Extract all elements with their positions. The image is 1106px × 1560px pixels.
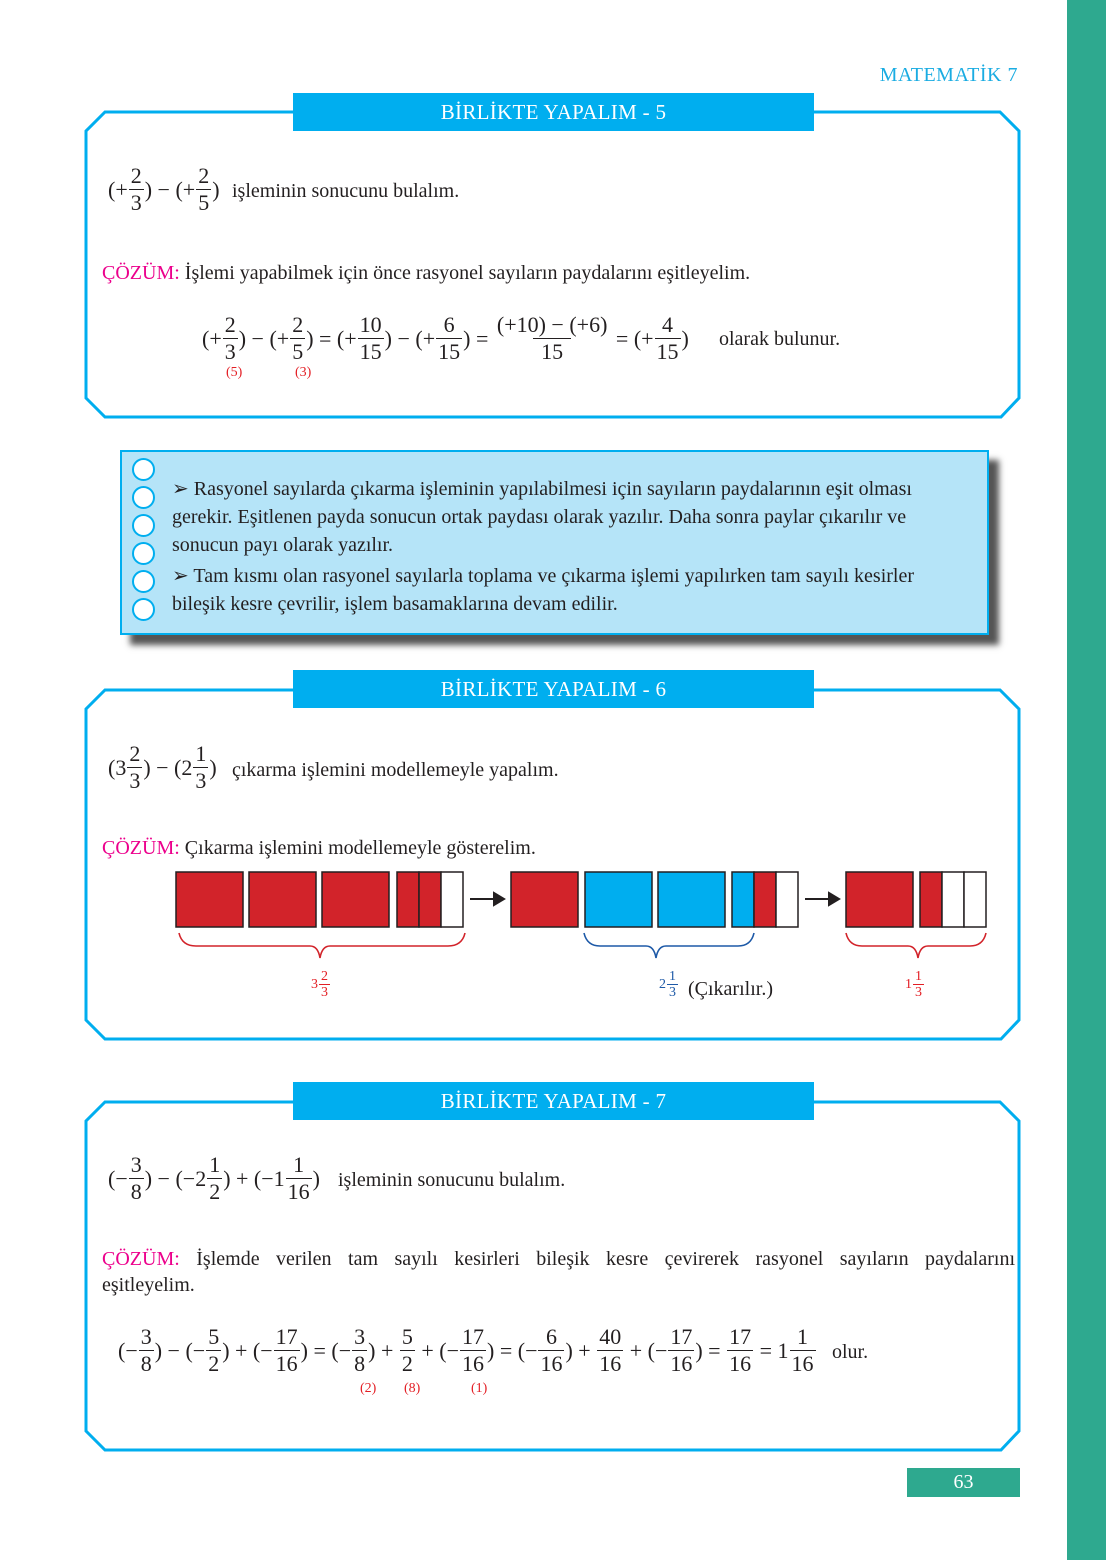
expansion-note: (2) [360, 1381, 377, 1396]
expansion-note: (3) [295, 365, 312, 380]
third-piece [776, 872, 798, 927]
info-line: sonucun payı olarak yazılır. [172, 534, 394, 556]
panel-7-result-text: olur. [832, 1341, 869, 1363]
numerator: 2 [321, 969, 328, 984]
panel-5-title: BİRLİKTE YAPALIM - 5 [293, 93, 814, 131]
whole-block [846, 872, 913, 927]
solution-text: Çıkarma işlemini modellemeyle gösterelim. [184, 837, 536, 859]
panel-7-solution [102, 1248, 1015, 1297]
whole-block [322, 872, 389, 927]
denominator: 3 [321, 985, 328, 1000]
third-piece [942, 872, 964, 927]
whole-block [176, 872, 243, 927]
expansion-note: (8) [404, 1381, 421, 1396]
expansion-note: (1) [471, 1381, 488, 1396]
brace-first [179, 933, 465, 958]
solution-text: İşlemde verilen tam sayılı kesirleri bileşik kesre çevirerek rasyonel sayıların paydalarını [196, 1248, 1016, 1270]
panel-6-question-expression: (3 $\frac{2}{3}$ ) − (2 $\frac{1}{3}$ ) [108, 741, 217, 793]
third-piece [441, 872, 463, 927]
panel-7-solution-expression: (− $\frac{3}{8}$ ) − (− $\frac{5}{2}$ ) + (− $\frac{17}{16}$ ) = (− $\frac{3}{8}$ ) + $\frac{5}{2}$ + (− $\frac{17}{16}$ ) = (− $\frac{6}{16}$ ) + $\frac{40}{16}$ + (− $\frac{17}{16}$ ) = $\frac{17}{16}$ = 1 $\frac{1}{16}$ [118, 1324, 814, 1376]
panel-5-solution-expression: (+ $\frac{2}{3}$ ) − (+ $\frac{2}{5}$ ) = (+ $\frac{10}{15}$ ) − (+ $\frac{6}{15}$ ) = $\frac{(+10) - (+6)}{15}$ = (+ $\frac{4}{15}$ ) [202, 312, 689, 364]
third-piece [732, 872, 754, 927]
model-label-second [659, 969, 679, 1000]
whole-block [249, 872, 316, 927]
third-piece [920, 872, 942, 927]
whole-part: 1 [905, 976, 912, 992]
panel-7-question-text: işleminin sonucunu bulalım. [338, 1169, 566, 1191]
expansion-note: (5) [226, 365, 243, 380]
whole-part: 2 [659, 976, 666, 992]
panel-5-result-text: olarak bulunur. [719, 328, 841, 350]
denominator: 3 [915, 985, 922, 1000]
info-line: bileşik kesre çevrilir, işlem basamaklarına devam edilir. [172, 593, 618, 615]
info-line: ➢ Tam kısmı olan rasyonel sayılarla toplama ve çıkarma işlemi yapılırken tam sayılı kesirler [172, 565, 915, 587]
third-piece [964, 872, 986, 927]
solution-text: eşitleyelim. [102, 1274, 195, 1296]
panel-5-question-text: işleminin sonucunu bulalım. [232, 180, 460, 202]
brace-third [846, 933, 986, 958]
panel-7-question-expression: (− $\frac{3}{8}$ ) − (−2 $\frac{1}{2}$ ) + (−1 $\frac{1}{16}$ ) [108, 1152, 320, 1204]
subtracted-note: (Çıkarılır.) [688, 978, 773, 1000]
third-piece [397, 872, 419, 927]
solution-label: ÇÖZÜM: [102, 262, 180, 284]
solution-text: İşlemi yapabilmek için önce rasyonel sayıların paydalarını eşitleyelim. [184, 262, 751, 284]
arrow-right-icon [470, 893, 504, 905]
whole-block [658, 872, 725, 927]
numerator: 1 [669, 969, 676, 984]
info-line: gerekir. Eşitlenen payda sonucun ortak paydası olarak yazılır. Daha sonra paylar çıkarılır ve [172, 506, 907, 528]
panel-6-title: BİRLİKTE YAPALIM - 6 [293, 670, 814, 708]
solution-label: ÇÖZÜM: [102, 837, 180, 859]
model-label-first [311, 969, 331, 1000]
whole-block [585, 872, 652, 927]
denominator: 3 [669, 985, 676, 1000]
third-piece [419, 872, 441, 927]
model-label-third [905, 969, 925, 1000]
brace-second [584, 933, 754, 958]
arrow-right-icon [805, 893, 839, 905]
solution-label: ÇÖZÜM: [102, 1248, 180, 1270]
page-header: MATEMATİK 7 [879, 64, 1018, 86]
panel-6-question-text: çıkarma işlemini modellemeyle yapalım. [232, 759, 559, 781]
page-number: 63 [907, 1468, 1020, 1497]
panel-5-question-expression: (+ $\frac{2}{3}$ ) − (+ $\frac{2}{5}$ ) [108, 163, 220, 215]
panel-7-title: BİRLİKTE YAPALIM - 7 [293, 1082, 814, 1120]
third-piece [754, 872, 776, 927]
whole-block [511, 872, 578, 927]
whole-part: 3 [311, 976, 318, 992]
info-line: ➢ Rasyonel sayılarda çıkarma işleminin yapılabilmesi için sayıların paydalarının eşit olması [172, 478, 912, 500]
numerator: 1 [915, 969, 922, 984]
